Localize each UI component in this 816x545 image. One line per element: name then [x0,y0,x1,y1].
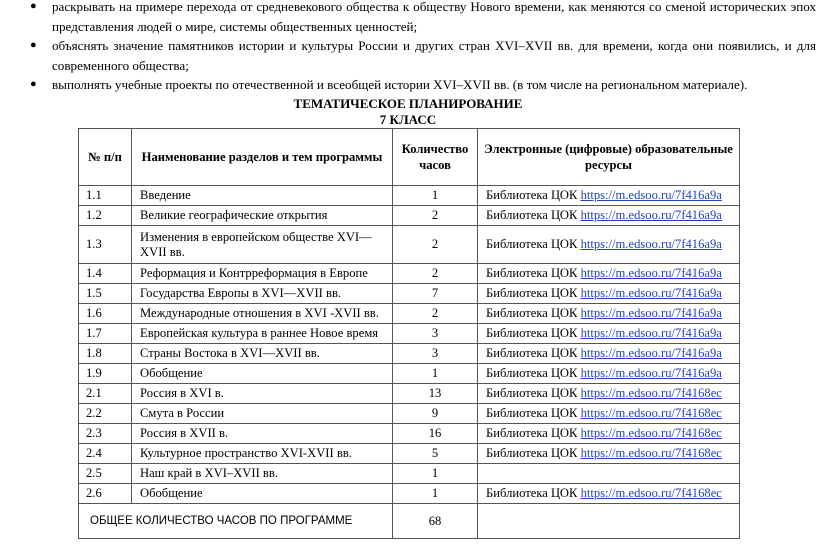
table-row [79,206,740,226]
resource-label: Библиотека ЦОК [486,446,578,460]
row-number: 1.4 [79,264,132,284]
row-number: 1.2 [79,206,132,226]
row-number: 1.7 [79,324,132,344]
table-row [79,464,740,484]
resource-link[interactable]: https://m.edsoo.ru/7f416a9a [580,306,722,320]
row-number: 1.5 [79,284,132,304]
row-resource [478,364,740,384]
row-resource [478,186,740,206]
table-row [79,384,740,404]
row-number: 2.1 [79,384,132,404]
resource-link[interactable]: https://m.edsoo.ru/7f416a9a [580,266,722,280]
row-resource [478,324,740,344]
resource-link[interactable]: https://m.edsoo.ru/7f4168ec [580,426,722,440]
row-resource [478,484,740,504]
row-resource [478,384,740,404]
table-row [79,424,740,444]
resource-label: Библиотека ЦОК [486,486,578,500]
row-number: 2.3 [79,424,132,444]
row-topic: Введение [132,186,393,206]
bullet-item [30,36,816,75]
resource-label: Библиотека ЦОК [486,366,578,380]
header-num: № п/п [79,129,132,186]
resource-link[interactable]: https://m.edsoo.ru/7f416a9a [580,326,722,340]
resource-link[interactable]: https://m.edsoo.ru/7f416a9a [580,346,722,360]
row-topic: Смута в России [132,404,393,424]
row-hours: 3 [393,344,478,364]
bullet-text: объяснять значение памятников истории и культуры России и других стран XVI–XVII вв. для времени, когда они появились, и для современного общества; [52,38,816,73]
row-number: 1.8 [79,344,132,364]
row-resource [478,424,740,444]
resource-label: Библиотека ЦОК [486,188,578,202]
row-resource [478,304,740,324]
row-number: 1.6 [79,304,132,324]
resource-label: Библиотека ЦОК [486,426,578,440]
table-row [79,324,740,344]
row-hours: 2 [393,206,478,226]
header-hours: Количество часов [393,129,478,186]
total-label: ОБЩЕЕ КОЛИЧЕСТВО ЧАСОВ ПО ПРОГРАММЕ [79,504,393,539]
table-row [79,284,740,304]
row-resource [478,206,740,226]
row-number: 2.6 [79,484,132,504]
bullet-text: раскрывать на примере перехода от средневекового общества к обществу Нового времени, как меняются со сменой исторических эпох представления людей о мире, системы общественных ценностей; [52,0,816,34]
row-topic: Культурное пространство XVI-XVII вв. [132,444,393,464]
resource-link[interactable]: https://m.edsoo.ru/7f4168ec [580,486,722,500]
planning-table [78,128,740,539]
row-topic: Наш край в XVI–XVII вв. [132,464,393,484]
resource-link[interactable]: https://m.edsoo.ru/7f4168ec [580,406,722,420]
table-row [79,304,740,324]
resource-label: Библиотека ЦОК [486,346,578,360]
table-row [79,444,740,464]
row-number: 2.4 [79,444,132,464]
row-hours: 1 [393,464,478,484]
row-number: 1.9 [79,364,132,384]
table-row [79,364,740,384]
row-topic: Страны Востока в XVI—XVII вв. [132,344,393,364]
resource-link[interactable]: https://m.edsoo.ru/7f416a9a [580,237,722,251]
resource-label: Библиотека ЦОК [486,386,578,400]
table-row [79,226,740,264]
row-hours: 1 [393,186,478,206]
resource-link[interactable]: https://m.edsoo.ru/7f4168ec [580,386,722,400]
header-resources: Электронные (цифровые) образовательные ресурсы [478,129,740,186]
resource-label: Библиотека ЦОК [486,286,578,300]
total-hours: 68 [393,504,478,539]
row-resource [478,404,740,424]
table-row [79,344,740,364]
bullet-item [30,75,816,95]
row-hours: 2 [393,226,478,264]
resource-link[interactable]: https://m.edsoo.ru/7f416a9a [580,188,722,202]
row-topic: Изменения в европейском обществе XVI—XVII вв. [132,226,393,264]
row-hours: 7 [393,284,478,304]
row-hours: 13 [393,384,478,404]
row-topic: Международные отношения в XVI -XVII вв. [132,304,393,324]
row-topic: Россия в XVI в. [132,384,393,404]
bullet-dot-icon: ● [30,78,37,90]
resource-label: Библиотека ЦОК [486,406,578,420]
resource-label: Библиотека ЦОК [486,266,578,280]
row-hours: 9 [393,404,478,424]
table-row [79,186,740,206]
row-hours: 1 [393,484,478,504]
resource-link[interactable]: https://m.edsoo.ru/7f416a9a [580,208,722,222]
row-number: 2.2 [79,404,132,424]
row-hours: 1 [393,364,478,384]
table-row [79,484,740,504]
resource-label: Библиотека ЦОК [486,306,578,320]
row-hours: 2 [393,264,478,284]
row-hours: 5 [393,444,478,464]
resource-label: Библиотека ЦОК [486,208,578,222]
row-resource [478,226,740,264]
table-row [79,404,740,424]
row-number: 1.1 [79,186,132,206]
total-row [79,504,740,539]
resource-link[interactable]: https://m.edsoo.ru/7f4168ec [580,446,722,460]
row-topic: Обобщение [132,364,393,384]
bullet-dot-icon: ● [30,39,37,51]
resource-link[interactable]: https://m.edsoo.ru/7f416a9a [580,286,722,300]
class-subtitle: 7 КЛАСС [379,112,437,127]
bullet-item [30,0,816,36]
row-number: 1.3 [79,226,132,264]
row-topic: Великие географические открытия [132,206,393,226]
resource-link[interactable]: https://m.edsoo.ru/7f416a9a [580,366,722,380]
table-header-row [79,129,740,186]
row-hours: 3 [393,324,478,344]
bullet-text: выполнять учебные проекты по отечественной и всеобщей истории XVI–XVII вв. (в том числе на региональном материале). [52,77,748,92]
row-resource [478,284,740,304]
row-topic: Государства Европы в XVI—XVII вв. [132,284,393,304]
row-resource [478,444,740,464]
row-hours: 2 [393,304,478,324]
bullet-dot-icon: ● [30,0,37,12]
row-topic: Россия в XVII в. [132,424,393,444]
row-resource [478,464,740,484]
bullet-list [30,0,816,95]
header-name: Наименование разделов и тем программы [132,129,393,186]
row-hours: 16 [393,424,478,444]
resource-label: Библиотека ЦОК [486,326,578,340]
row-topic: Европейская культура в раннее Новое время [132,324,393,344]
total-resources-empty [478,504,740,539]
table-row [79,264,740,284]
row-number: 2.5 [79,464,132,484]
section-title: ТЕМАТИЧЕСКОЕ ПЛАНИРОВАНИЕ [293,96,523,111]
resource-label: Библиотека ЦОК [486,237,578,251]
row-topic: Реформация и Контрреформация в Европе [132,264,393,284]
row-resource [478,344,740,364]
row-resource [478,264,740,284]
row-topic: Обобщение [132,484,393,504]
